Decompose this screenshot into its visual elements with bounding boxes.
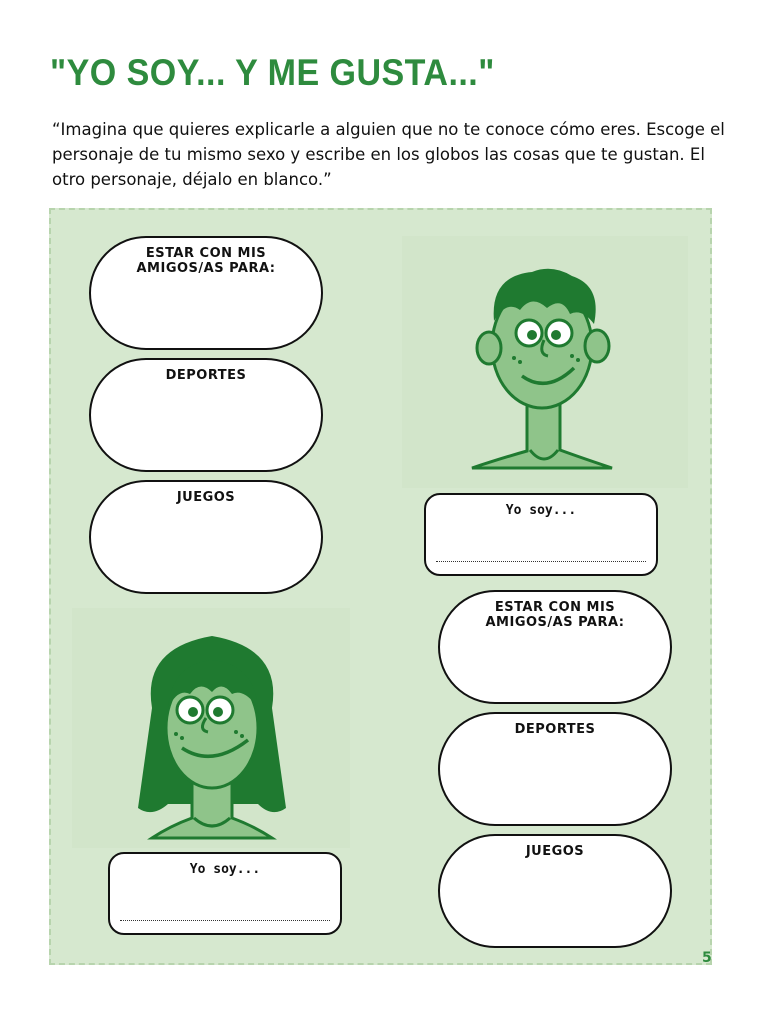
balloon-games-left[interactable]	[89, 480, 323, 594]
balloon-sports-left[interactable]	[89, 358, 323, 472]
intro-text: “Imagina que quieres explicarle a alguien que no te conoce cómo eres. Escoge el personaje de tu mismo sexo y escribe en los globos las cosas que te gustan. El otro personaje, déjalo en blanco.”	[52, 120, 725, 189]
balloon-label: ESTAR CON MIS AMIGOS/AS PARA:	[136, 246, 276, 276]
yo-soy-box-left[interactable]	[108, 852, 342, 935]
page-number: 5	[702, 950, 712, 966]
balloon-label: DEPORTES	[165, 368, 247, 383]
balloon-label: DEPORTES	[514, 722, 596, 737]
writing-line	[436, 561, 646, 562]
balloon-label: JUEGOS	[176, 490, 236, 505]
writing-line	[120, 920, 330, 921]
girl-illustration	[72, 608, 350, 848]
balloon-friends-left[interactable]	[89, 236, 323, 350]
page-title: "YO SOY... Y ME GUSTA..."	[50, 52, 495, 93]
yo-soy-box-right[interactable]	[424, 493, 658, 576]
balloon-label: JUEGOS	[525, 844, 585, 859]
boy-illustration	[402, 236, 688, 488]
yo-soy-label: Yo soy...	[505, 503, 577, 518]
balloon-friends-right[interactable]	[438, 590, 672, 704]
balloon-games-right[interactable]	[438, 834, 672, 948]
yo-soy-label: Yo soy...	[189, 862, 261, 877]
balloon-label: ESTAR CON MIS AMIGOS/AS PARA:	[485, 600, 625, 630]
balloon-sports-right[interactable]	[438, 712, 672, 826]
